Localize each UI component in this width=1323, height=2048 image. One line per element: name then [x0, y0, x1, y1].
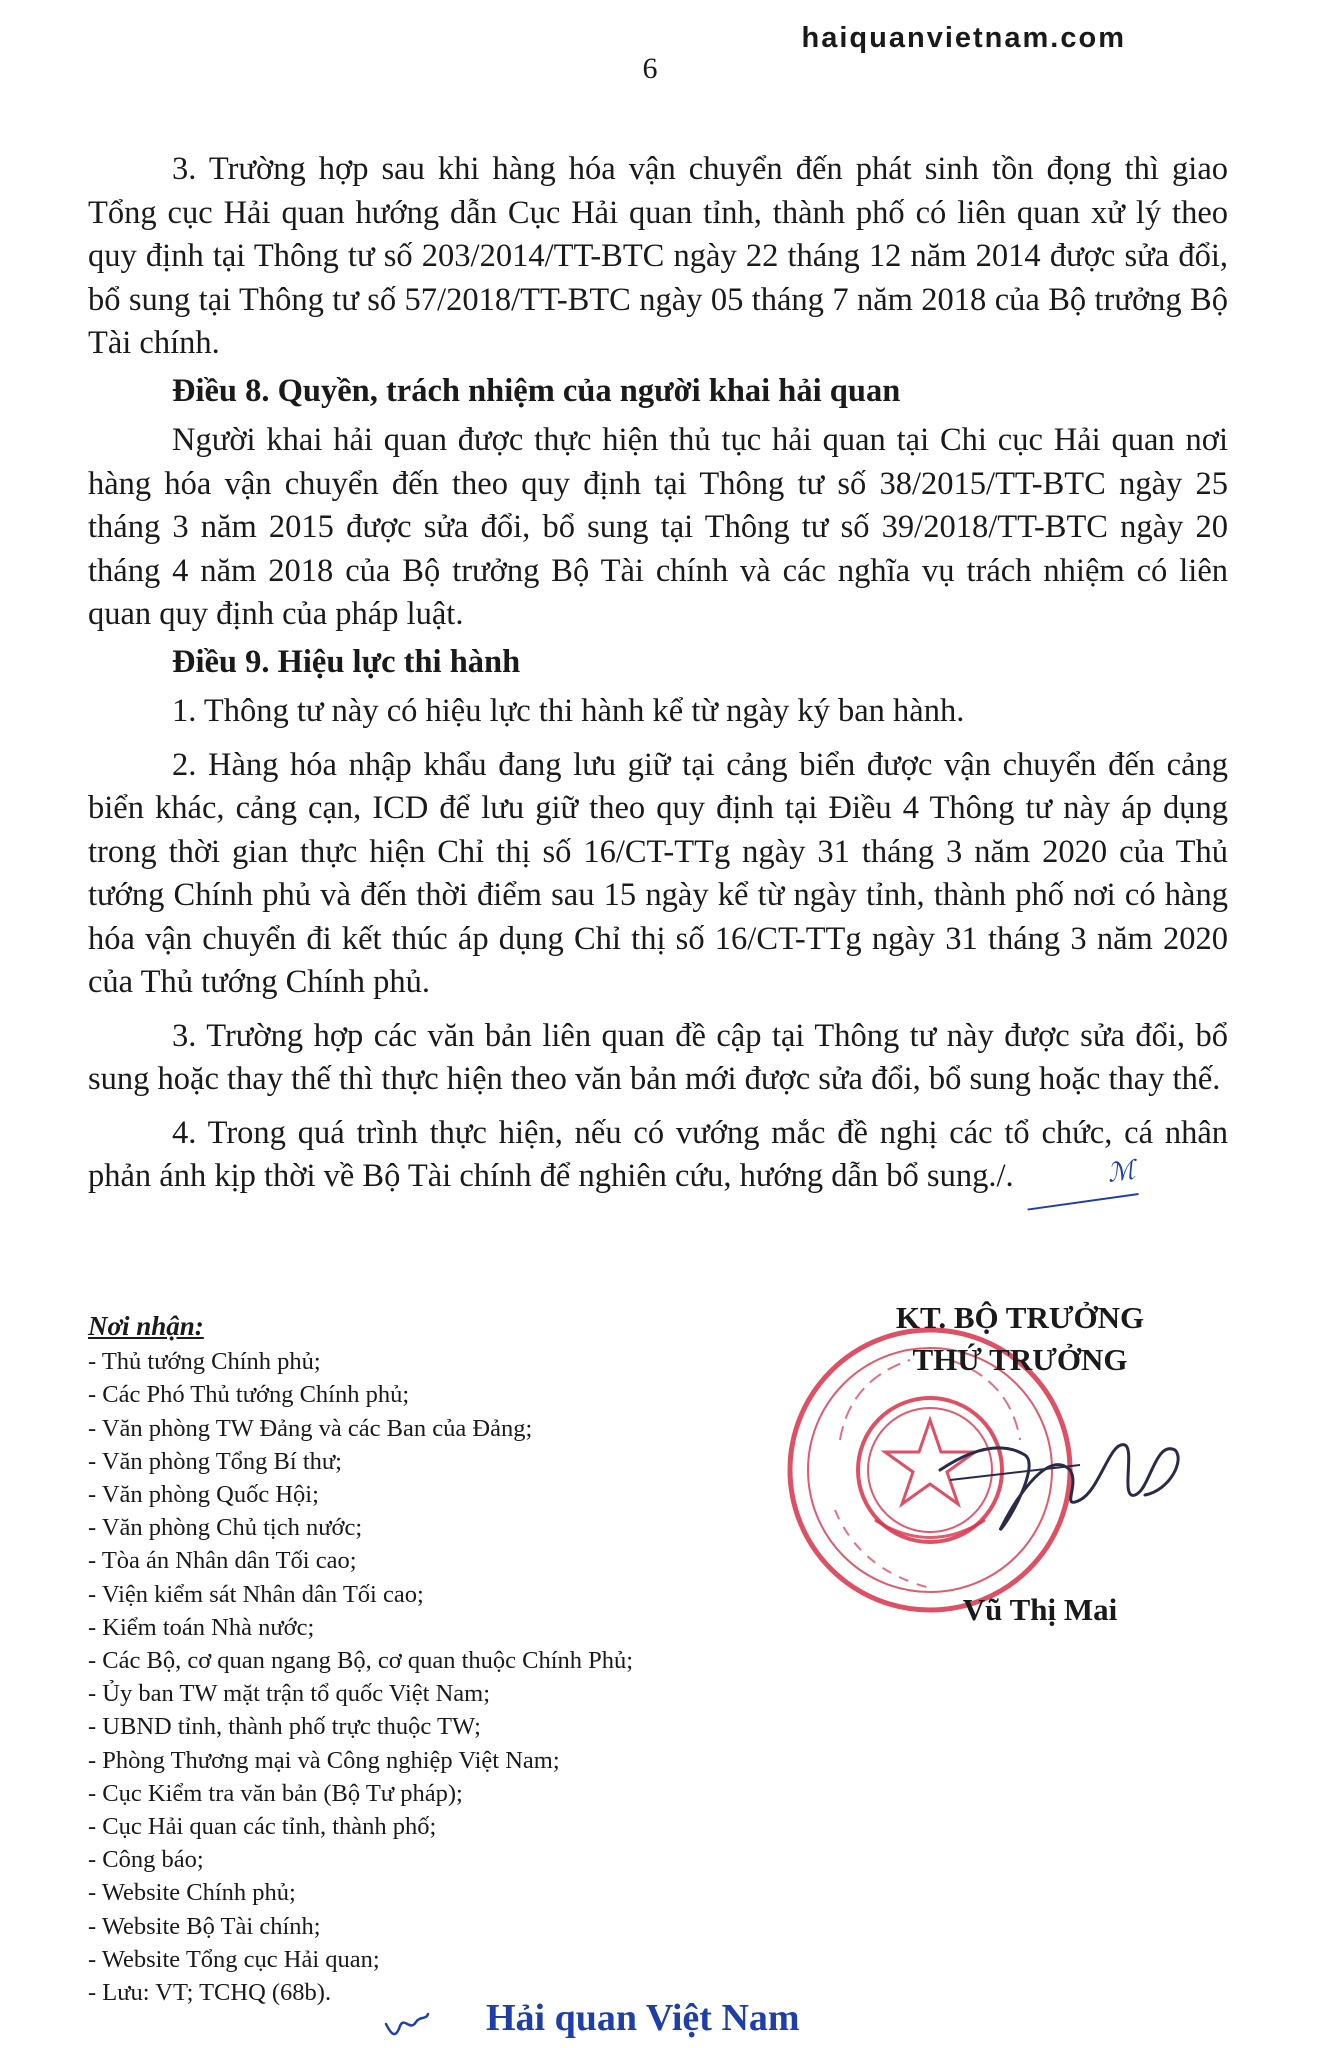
paragraph-effect-4-text: 4. Trong quá trình thực hiện, nếu có vướng mắc đề nghị các tổ chức, cá nhân phản ánh kịp thời về Bộ Tài chính để nghiên cứu, hướng dẫn bổ sung./.: [88, 1114, 1228, 1194]
recipient-item: - Website Chính phủ;: [88, 1879, 296, 1907]
signature-block: [780, 1290, 1260, 1650]
footer-brand: Hải quan Việt Nam: [486, 1997, 800, 2039]
recipient-item: - Viện kiểm sát Nhân dân Tối cao;: [88, 1580, 424, 1608]
initials-mark-icon: ℳ: [1021, 1149, 1138, 1210]
page-number: 6: [642, 52, 658, 85]
recipient-item: - Văn phòng Quốc Hội;: [88, 1481, 319, 1509]
paragraph-clause-3: 3. Trường hợp sau khi hàng hóa vận chuyển đến phát sinh tồn đọng thì giao Tổng cục Hải quan hướng dẫn Cục Hải quan tỉnh, thành phố có liên quan xử lý theo quy định tại Thông tư số 203/2014/TT-BTC ngày 22 tháng 12 năm 2014 được sửa đổi, bổ sung tại Thông tư số 57/2018/TT-BTC ngày 05 tháng 7 năm 2018 của Bộ trưởng Bộ Tài chính.: [88, 151, 1228, 361]
initials-tick-icon: [382, 2010, 432, 2040]
recipient-item: - Website Tổng cục Hải quan;: [88, 1945, 380, 1973]
recipient-item: - Thủ tướng Chính phủ;: [88, 1348, 321, 1376]
signature-title: KT. BỘ TRƯỞNG: [895, 1300, 1145, 1335]
site-watermark: haiquanvietnam.com: [801, 22, 1126, 54]
paragraph-effect-2: 2. Hàng hóa nhập khẩu đang lưu giữ tại cảng biển được vận chuyển đến cảng biển khác, cảng cạn, ICD để lưu giữ theo quy định tại Điều 4 Thông tư này áp dụng trong thời gian thực hiện Chỉ thị số 16/CT-TTg ngày 31 tháng 3 năm 2020 của Thủ tướng Chính phủ và đến thời điểm sau 15 ngày kể từ ngày tỉnh, thành phố nơi có hàng hóa vận chuyển đi kết thúc áp dụng Chỉ thị số 16/CT-TTg ngày 31 tháng 3 năm 2020 của Thủ tướng Chính phủ.: [88, 746, 1228, 1000]
recipient-item: - Cục Kiểm tra văn bản (Bộ Tư pháp);: [88, 1779, 463, 1807]
recipient-item: - Công báo;: [88, 1846, 204, 1874]
recipient-item: - Các Bộ, cơ quan ngang Bộ, cơ quan thuộc Chính Phủ;: [88, 1647, 634, 1675]
recipients-block: [88, 1310, 748, 2009]
recipient-item: - Các Phó Thủ tướng Chính phủ;: [88, 1381, 410, 1409]
recipient-item: - Văn phòng TW Đảng và các Ban của Đảng;: [88, 1414, 533, 1442]
paragraph-effect-4: [88, 1112, 1228, 1203]
recipients-list: [88, 1345, 748, 2009]
article-9-heading: Điều 9. Hiệu lực thi hành: [172, 643, 521, 680]
recipient-item: - Tòa án Nhân dân Tối cao;: [88, 1547, 357, 1575]
handwritten-signature-icon: [930, 1410, 1190, 1550]
recipient-item: - UBND tỉnh, thành phố trực thuộc TW;: [88, 1713, 481, 1741]
recipient-item: - Lưu: VT; TCHQ (68b).: [88, 1979, 332, 2007]
recipient-item: - Văn phòng Tổng Bí thư;: [88, 1447, 342, 1475]
signature-subtitle: THỨ TRƯỞNG: [912, 1342, 1128, 1377]
recipients-title: Nơi nhận:: [88, 1311, 204, 1341]
recipient-item: - Website Bộ Tài chính;: [88, 1912, 321, 1940]
paragraph-effect-1: 1. Thông tư này có hiệu lực thi hành kể từ ngày ký ban hành.: [172, 693, 965, 729]
recipient-item: - Kiểm toán Nhà nước;: [88, 1613, 315, 1641]
recipient-item: - Phòng Thương mại và Công nghiệp Việt Nam;: [88, 1746, 560, 1774]
recipient-item: - Cục Hải quan các tỉnh, thành phố;: [88, 1813, 437, 1841]
article-8-heading: Điều 8. Quyền, trách nhiệm của người khai hải quan: [172, 372, 901, 409]
document-body: [88, 148, 1228, 1207]
recipient-item: - Ủy ban TW mặt trận tổ quốc Việt Nam;: [88, 1680, 491, 1708]
recipient-item: - Văn phòng Chủ tịch nước;: [88, 1514, 363, 1542]
signer-name: Vũ Thị Mai: [962, 1592, 1118, 1627]
paragraph-article-8: Người khai hải quan được thực hiện thủ tục hải quan tại Chi cục Hải quan nơi hàng hóa vận chuyển đến theo quy định tại Thông tư số 38/2015/TT-BTC ngày 25 tháng 3 năm 2015 được sửa đổi, bổ sung tại Thông tư số 39/2018/TT-BTC ngày 20 tháng 4 năm 2018 của Bộ trưởng Bộ Tài chính và các nghĩa vụ trách nhiệm có liên quan quy định của pháp luật.: [88, 422, 1228, 632]
paragraph-effect-3: 3. Trường hợp các văn bản liên quan đề cập tại Thông tư này được sửa đổi, bổ sung hoặc thay thế thì thực hiện theo văn bản mới được sửa đổi, bổ sung hoặc thay thế.: [88, 1017, 1228, 1097]
